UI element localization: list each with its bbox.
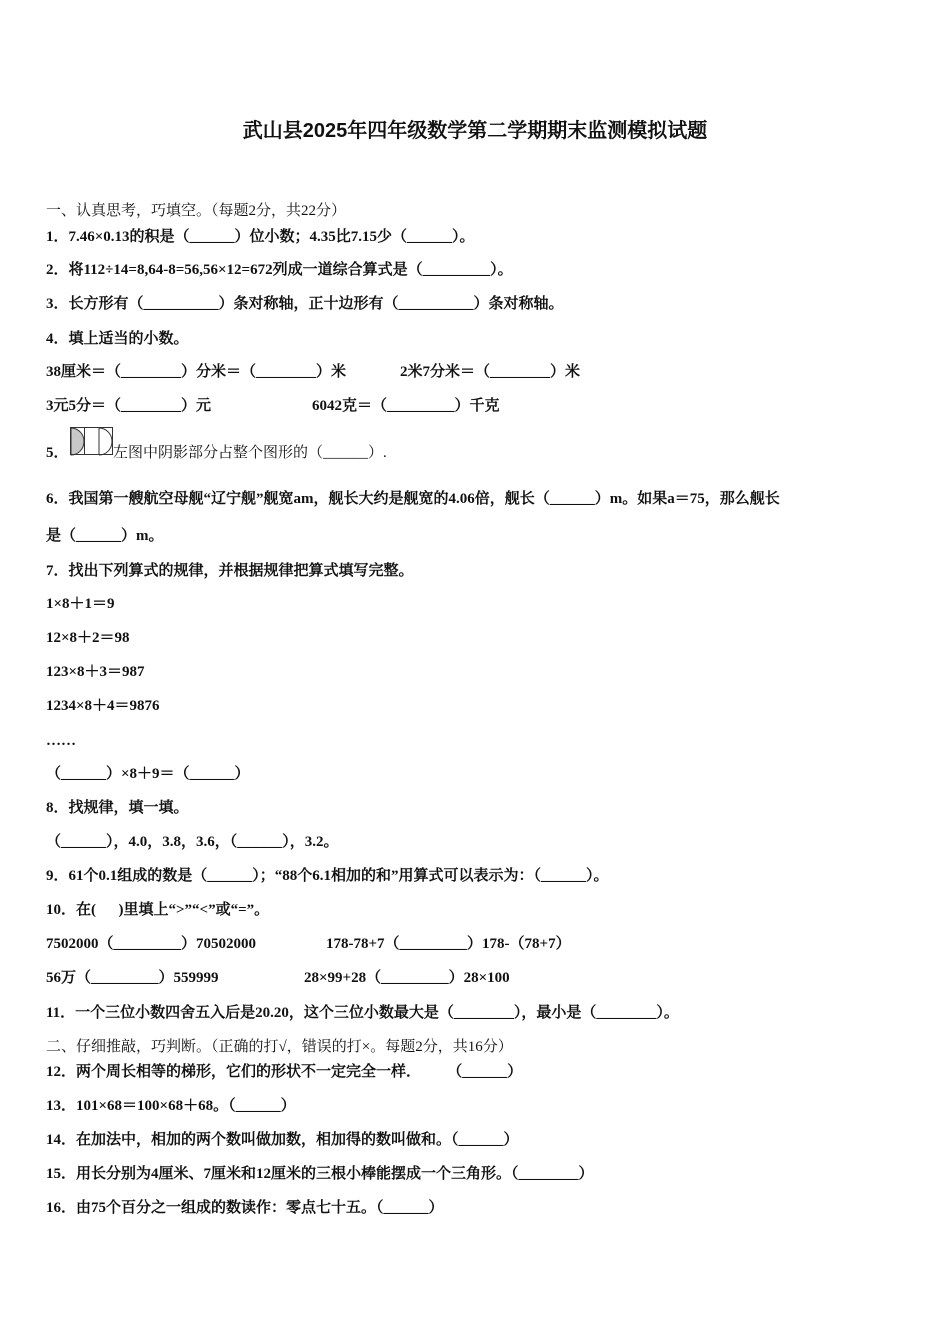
page-title: 武山县2025年四年级数学第二学期期末监测模拟试题 <box>242 120 708 142</box>
question-2: 2．将112÷14=8,64-8=56,56×12=672列成一道综合算式是（_________）。 <box>46 262 513 278</box>
question-7-row: …… <box>46 733 76 749</box>
question-7-row: 123×8＋3＝987 <box>46 664 145 680</box>
question-13: 13．101×68＝100×68＋68。（______） <box>46 1098 296 1114</box>
question-4-c: 3元5分＝（________）元 <box>46 398 212 414</box>
question-7-row: 1×8＋1＝9 <box>46 596 115 612</box>
question-5-number: 5． <box>46 445 69 461</box>
question-7-row: 12×8＋2＝98 <box>46 630 130 646</box>
question-10-d: 28×99+28（_________）28×100 <box>304 970 510 986</box>
question-10-c: 56万（_________）559999 <box>46 970 219 986</box>
question-10-b: 178-78+7（_________）178-（78+7） <box>326 936 571 952</box>
section-heading-1: 一、认真思考，巧填空。（每题2分，共22分） <box>46 203 347 219</box>
question-9: 9．61个0.1组成的数是（______）；“88个6.1相加的和”用算式可以表示为：（______）。 <box>46 868 609 884</box>
section-heading-2: 二、仔细推敲，巧判断。（正确的打√，错误的打×。每题2分，共16分） <box>46 1039 513 1055</box>
question-12: 12．两个周长相等的梯形，它们的形状不一定完全一样． （______） <box>46 1064 523 1080</box>
question-5: 左图中阴影部分占整个图形的（______）. <box>113 445 387 461</box>
question-4: 4．填上适当的小数。 <box>46 331 189 347</box>
question-8: 8．找规律，填一填。 <box>46 800 189 816</box>
question-8-row: （______），4.0，3.8，3.6，（______），3.2。 <box>46 834 339 850</box>
question-10: 10．在( )里填上“>”“<”或“=”。 <box>46 902 270 918</box>
question-15: 15．用长分别为4厘米、7厘米和12厘米的三根小棒能摆成一个三角形。（________） <box>46 1166 594 1182</box>
question-11: 11．一个三位小数四舍五入后是20.20，这个三位小数最大是（________），最小是（________）。 <box>46 1005 679 1021</box>
question-7-row: （______）×8＋9＝（______） <box>46 766 250 782</box>
question-14: 14．在加法中，相加的两个数叫做加数，相加得的数叫做和。（______） <box>46 1132 519 1148</box>
question-10-a: 7502000（_________）70502000 <box>46 936 257 952</box>
question-7: 7．找出下列算式的规律，并根据规律把算式填写完整。 <box>46 563 414 579</box>
question-1: 1．7.46×0.13的积是（______）位小数；4.35比7.15少（______）。 <box>46 229 475 245</box>
question-4-d: 6042克＝（_________）千克 <box>312 398 500 414</box>
question-3: 3．长方形有（__________）条对称轴，正十边形有（__________）条对称轴。 <box>46 296 564 312</box>
question-7-row: 1234×8＋4＝9876 <box>46 698 160 714</box>
question-6-line2: 是（______）m。 <box>46 528 164 544</box>
question-16: 16．由75个百分之一组成的数读作：零点七十五。（______） <box>46 1200 444 1216</box>
question-6-line1: 6．我国第一艘航空母舰“辽宁舰”舰宽am，舰长大约是舰宽的4.06倍，舰长（______）m。如果a＝75，那么舰长 <box>46 491 780 507</box>
question-4-a: 38厘米＝（________）分米＝（________）米 <box>46 364 347 380</box>
shaded-figure <box>70 427 114 456</box>
question-4-b: 2米7分米＝（________）米 <box>400 364 581 380</box>
